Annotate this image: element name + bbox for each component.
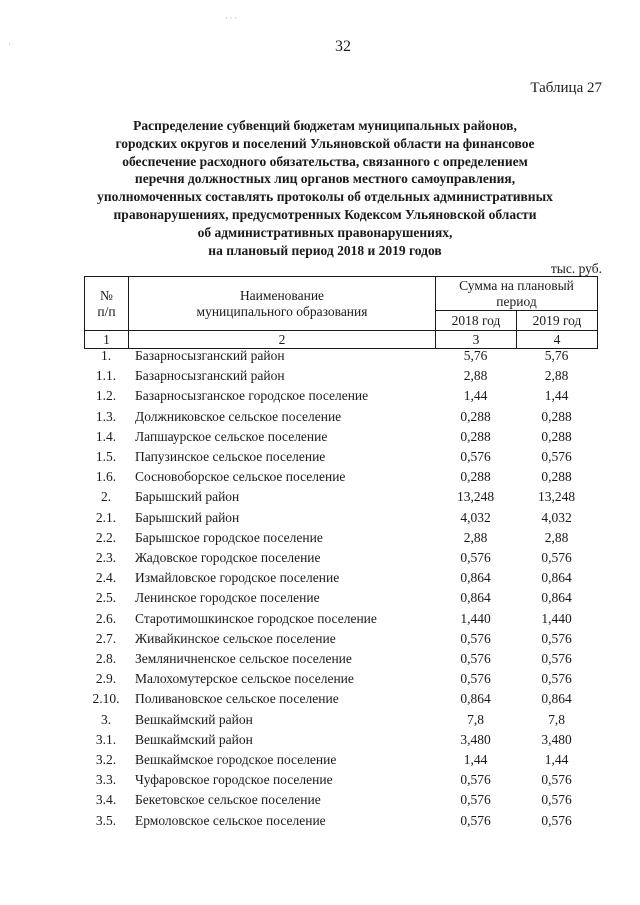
header-num-line1: №	[100, 287, 113, 303]
row-value-2018: 0,576	[460, 550, 491, 566]
units-label: тыс. руб.	[550, 261, 602, 276]
row-value-2018: 1,440	[460, 610, 491, 626]
row-value-2018: 13,248	[456, 489, 495, 505]
row-value-2018: 2,88	[463, 529, 488, 545]
row-value-2018: 3,480	[460, 731, 491, 747]
table-label: Таблица 27	[530, 80, 602, 96]
row-number: 2.3.	[95, 550, 117, 566]
row-value-2018: 0,576	[460, 449, 491, 465]
row-value-2019: 0,864	[541, 590, 572, 606]
row-name: Ермоловское сельское поселение	[135, 812, 326, 828]
table-row	[84, 346, 597, 366]
row-number: 2.	[100, 489, 112, 505]
scan-speck: · · ·	[225, 14, 237, 23]
column-number-2: 2	[129, 331, 436, 349]
row-name: Ленинское городское поселение	[135, 590, 320, 606]
title-line: городских округов и поселений Ульяновской области на финансовое	[115, 135, 535, 151]
row-value-2019: 7,8	[548, 711, 565, 727]
table-row	[84, 447, 597, 467]
row-name: Измайловское городское поселение	[135, 570, 340, 586]
header-sum-line2: период	[496, 293, 537, 309]
title-line: об административных правонарушениях,	[197, 224, 453, 240]
row-value-2018: 0,864	[460, 570, 491, 586]
row-name: Вешкаймский район	[135, 711, 253, 727]
row-name: Сосновоборское сельское поселение	[135, 469, 346, 485]
row-value-2018: 0,576	[460, 812, 491, 828]
row-name: Барышский район	[135, 509, 240, 525]
row-name: Поливановское сельское поселение	[135, 691, 339, 707]
page-number: 32	[335, 38, 351, 55]
header-sum-line1: Сумма на плановый	[459, 277, 574, 293]
header-name-line1: Наименование	[239, 287, 325, 303]
row-value-2018: 0,288	[460, 428, 491, 444]
row-name: Вешкаймское городское поселение	[135, 752, 337, 768]
title-line: перечня должностных лиц органов местного самоуправления,	[134, 171, 516, 187]
title-line: на плановый период 2018 и 2019 годов	[208, 242, 442, 258]
row-name: Барышский район	[135, 489, 240, 505]
row-value-2019: 0,576	[541, 792, 572, 808]
row-value-2019: 2,88	[544, 368, 569, 384]
table-row	[84, 730, 597, 750]
table-row	[84, 386, 597, 406]
row-value-2018: 0,576	[460, 671, 491, 687]
row-value-2018: 1,44	[463, 388, 488, 404]
row-number: 3.2.	[95, 752, 117, 768]
table-body	[84, 346, 597, 831]
row-number: 2.7.	[95, 630, 117, 646]
table-row	[84, 770, 597, 790]
row-number: 2.4.	[95, 570, 117, 586]
header-num-line2: п/п	[97, 303, 116, 319]
row-value-2019: 0,288	[541, 469, 572, 485]
row-number: 3.3.	[95, 772, 117, 788]
table-row	[84, 629, 597, 649]
header-name	[129, 277, 436, 331]
header-year-2018: 2018 год	[436, 311, 517, 331]
row-name: Бекетовское сельское поселение	[135, 792, 321, 808]
row-name: Базарносызганский район	[135, 348, 285, 363]
column-number-1: 1	[85, 331, 129, 349]
table-row	[84, 689, 597, 709]
row-number: 2.5.	[95, 590, 117, 606]
row-name: Лапшаурское сельское поселение	[135, 428, 328, 444]
row-value-2019: 3,480	[541, 731, 572, 747]
row-name: Старотимошкинское городское поселение	[135, 610, 377, 626]
scan-speck: ·	[8, 40, 11, 49]
table-row	[84, 568, 597, 588]
row-value-2018: 0,576	[460, 630, 491, 646]
row-value-2018: 0,576	[460, 772, 491, 788]
row-value-2019: 4,032	[541, 509, 572, 525]
table-row	[84, 508, 597, 528]
row-value-2018: 5,76	[463, 348, 488, 363]
column-number-4: 4	[517, 331, 598, 349]
row-value-2019: 0,864	[541, 691, 572, 707]
row-value-2019: 1,44	[544, 752, 569, 768]
row-value-2018: 0,576	[460, 651, 491, 667]
table-header	[84, 276, 598, 349]
row-value-2019: 0,576	[541, 651, 572, 667]
row-value-2018: 0,576	[460, 792, 491, 808]
row-name: Барышское городское поселение	[135, 529, 323, 545]
row-number: 1.	[100, 348, 112, 363]
row-value-2019: 2,88	[544, 529, 569, 545]
row-number: 1.5.	[95, 449, 117, 465]
title-line: обеспечение расходного обязательства, связанного с определением	[122, 153, 528, 169]
row-value-2019: 0,576	[541, 772, 572, 788]
row-number: 2.2.	[95, 529, 117, 545]
table-row	[84, 407, 597, 427]
row-number: 1.6.	[95, 469, 117, 485]
row-number: 2.9.	[95, 671, 117, 687]
row-value-2019: 1,44	[544, 388, 569, 404]
document-title	[80, 117, 570, 259]
header-name-line2: муниципального образования	[196, 303, 368, 319]
table-row	[84, 467, 597, 487]
title-line: Распределение субвенций бюджетам муниципальных районов,	[133, 118, 517, 133]
row-value-2019: 13,248	[537, 489, 576, 505]
table-row	[84, 609, 597, 629]
row-value-2018: 7,8	[467, 711, 484, 727]
row-number: 3.4.	[95, 792, 117, 808]
table-row	[84, 427, 597, 447]
title-line: уполномоченных составлять протоколы об отдельных административных	[97, 189, 553, 205]
row-number: 3.1.	[95, 731, 117, 747]
header-year-2019: 2019 год	[517, 311, 598, 331]
row-name: Жадовское городское поселение	[135, 550, 321, 566]
table-row	[84, 588, 597, 608]
row-name: Вешкаймский район	[135, 731, 253, 747]
row-number: 1.1.	[95, 368, 117, 384]
row-value-2018: 0,864	[460, 590, 491, 606]
row-name: Малохомутерское сельское поселение	[135, 671, 354, 687]
row-name: Живайкинское сельское поселение	[135, 630, 336, 646]
row-number: 2.1.	[95, 509, 117, 525]
table-row	[84, 649, 597, 669]
row-value-2019: 0,576	[541, 812, 572, 828]
row-name: Земляничненское сельское поселение	[135, 651, 352, 667]
row-number: 1.3.	[95, 408, 117, 424]
row-value-2019: 0,288	[541, 408, 572, 424]
header-sum	[436, 277, 598, 311]
row-value-2019: 0,288	[541, 428, 572, 444]
row-name: Чуфаровское городское поселение	[135, 772, 333, 788]
row-value-2019: 0,576	[541, 671, 572, 687]
row-number: 2.10.	[92, 691, 120, 707]
row-value-2018: 0,288	[460, 469, 491, 485]
row-name: Должниковское сельское поселение	[135, 408, 342, 424]
table-row	[84, 790, 597, 810]
row-number: 3.	[100, 711, 112, 727]
row-name: Базарносызганское городское поселение	[135, 388, 369, 404]
table-row	[84, 366, 597, 386]
row-value-2019: 0,576	[541, 630, 572, 646]
table-row	[84, 548, 597, 568]
row-number: 3.5.	[95, 812, 117, 828]
row-value-2018: 1,44	[463, 752, 488, 768]
row-value-2018: 0,864	[460, 691, 491, 707]
row-value-2018: 0,288	[460, 408, 491, 424]
row-value-2019: 5,76	[544, 348, 569, 363]
row-value-2019: 0,576	[541, 449, 572, 465]
row-name: Папузинское сельское поселение	[135, 449, 326, 465]
header-num	[85, 277, 129, 331]
column-number-3: 3	[436, 331, 517, 349]
row-name: Базарносызганский район	[135, 368, 285, 384]
row-value-2019: 0,576	[541, 550, 572, 566]
title-line: правонарушениях, предусмотренных Кодексом Ульяновской области	[113, 206, 537, 222]
row-number: 2.8.	[95, 651, 117, 667]
table-row	[84, 750, 597, 770]
row-number: 1.4.	[95, 428, 117, 444]
table-row	[84, 487, 597, 507]
row-value-2019: 1,440	[541, 610, 572, 626]
table-row	[84, 811, 597, 831]
table-row	[84, 669, 597, 689]
row-value-2018: 2,88	[463, 368, 488, 384]
row-number: 2.6.	[95, 610, 117, 626]
table-row	[84, 710, 597, 730]
row-value-2018: 4,032	[460, 509, 491, 525]
row-value-2019: 0,864	[541, 570, 572, 586]
table-row	[84, 528, 597, 548]
row-number: 1.2.	[95, 388, 117, 404]
